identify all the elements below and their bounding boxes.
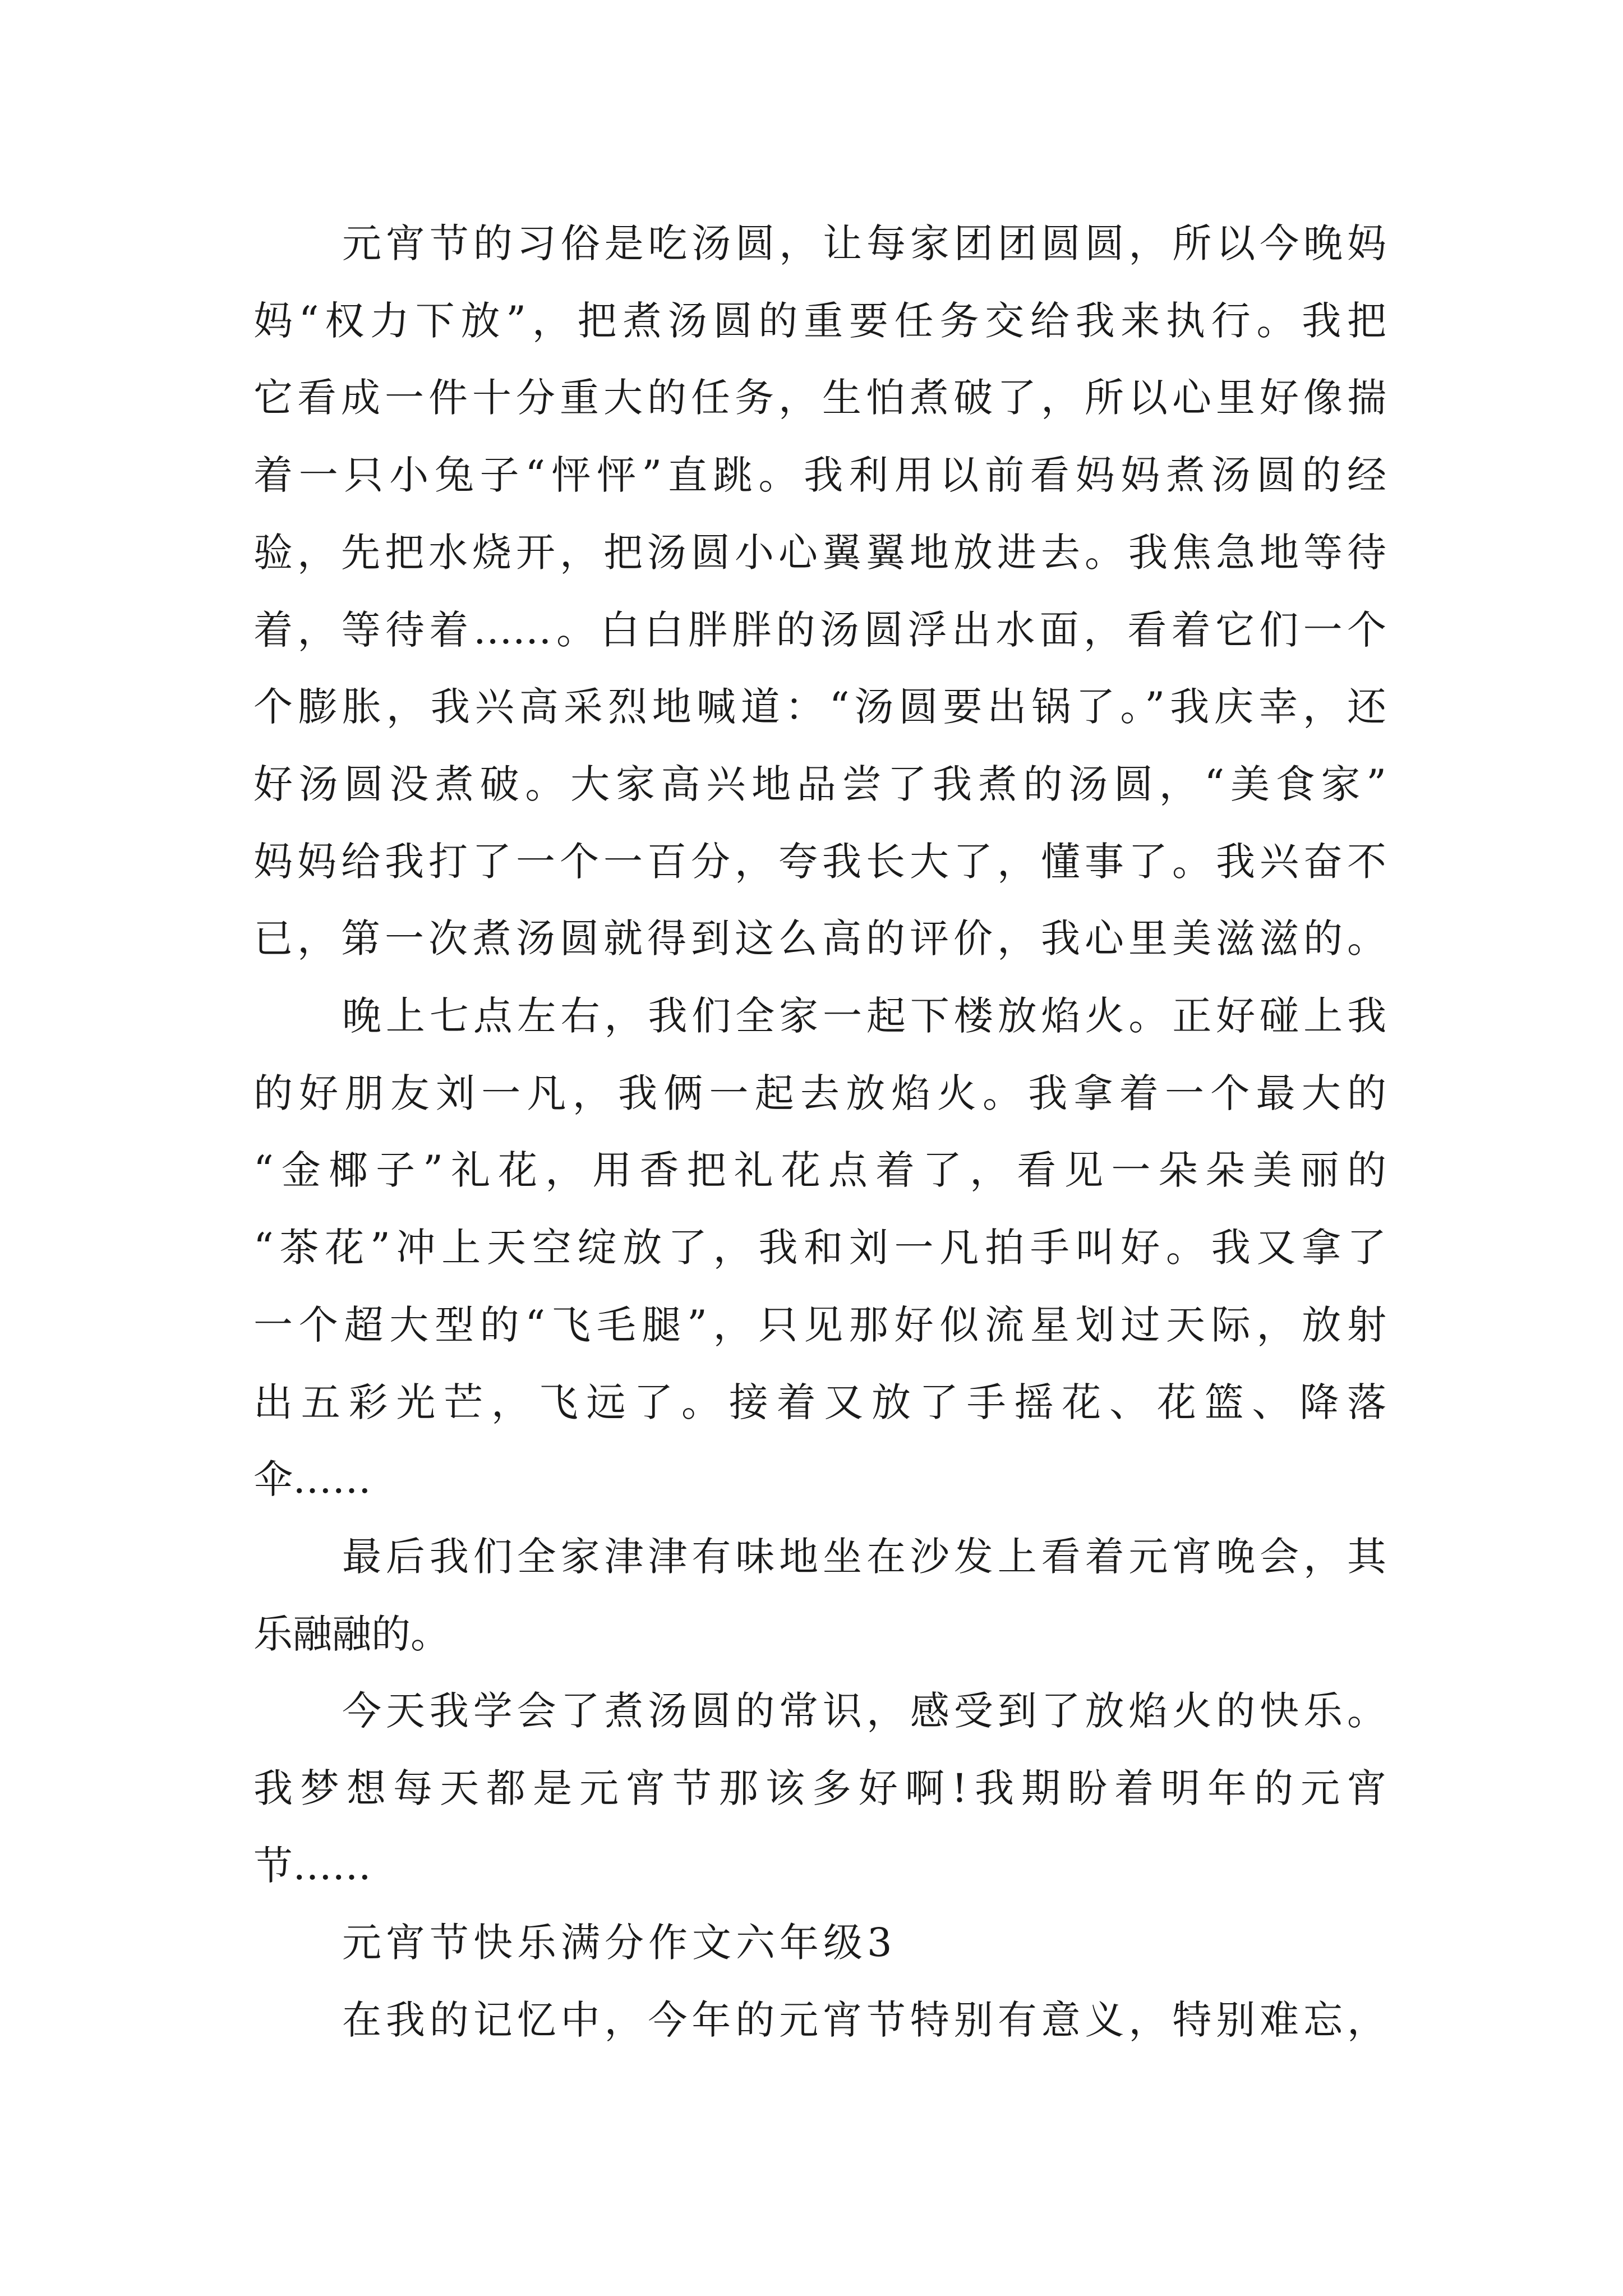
paragraph-line: 好汤圆没煮破。大家高兴地品尝了我煮的汤圆，“美食家” <box>253 761 1386 807</box>
paragraph-line: 一个超大型的“飞毛腿”，只见那好似流星划过天际，放射 <box>253 1302 1386 1348</box>
paragraph-line: 元宵节的习俗是吃汤圆，让每家团团圆圆，所以今晚妈 <box>342 220 1386 266</box>
paragraph-line: 的好朋友刘一凡，我俩一起去放焰火。我拿着一个最大的 <box>253 1070 1386 1116</box>
paragraph-line: 今天我学会了煮汤圆的常识，感受到了放焰火的快乐。 <box>342 1688 1386 1734</box>
paragraph-line: “金椰子”礼花，用香把礼花点着了，看见一朵朵美丽的 <box>253 1147 1386 1193</box>
paragraph-line: 伞…… <box>253 1456 371 1502</box>
paragraph-line: 个膨胀，我兴高采烈地喊道：“汤圆要出锅了。”我庆幸，还 <box>253 684 1386 730</box>
paragraph-line: 已，第一次煮汤圆就得到这么高的评价，我心里美滋滋的。 <box>253 915 1386 961</box>
paragraph-line: 在我的记忆中，今年的元宵节特别有意义，特别难忘， <box>342 1997 1386 2043</box>
paragraph-line: 着一只小兔子“怦怦”直跳。我利用以前看妈妈煮汤圆的经 <box>253 452 1386 498</box>
paragraph-line: 妈“权力下放”，把煮汤圆的重要任务交给我来执行。我把 <box>253 298 1386 344</box>
paragraph-line: 它看成一件十分重大的任务，生怕煮破了，所以心里好像揣 <box>253 375 1386 421</box>
paragraph-line: 验，先把水烧开，把汤圆小心翼翼地放进去。我焦急地等待 <box>253 530 1386 576</box>
section-title: 元宵节快乐满分作文六年级3 <box>342 1920 897 1966</box>
paragraph-line: 我梦想每天都是元宵节那该多好啊!我期盼着明年的元宵 <box>253 1765 1386 1811</box>
paragraph-line: 妈妈给我打了一个一百分，夸我长大了，懂事了。我兴奋不 <box>253 839 1386 885</box>
paragraph-line: 最后我们全家津津有味地坐在沙发上看着元宵晚会，其 <box>342 1534 1386 1580</box>
paragraph-line: 晚上七点左右，我们全家一起下楼放焰火。正好碰上我 <box>342 993 1386 1039</box>
paragraph-line: 着，等待着……。白白胖胖的汤圆浮出水面，看着它们一个 <box>253 607 1386 653</box>
paragraph-line: “茶花”冲上天空绽放了，我和刘一凡拍手叫好。我又拿了 <box>253 1225 1386 1271</box>
paragraph-line: 节…… <box>253 1843 371 1889</box>
paragraph-line: 乐融融的。 <box>253 1611 450 1657</box>
paragraph-line: 出五彩光芒，飞远了。接着又放了手摇花、花篮、降落 <box>253 1379 1386 1425</box>
